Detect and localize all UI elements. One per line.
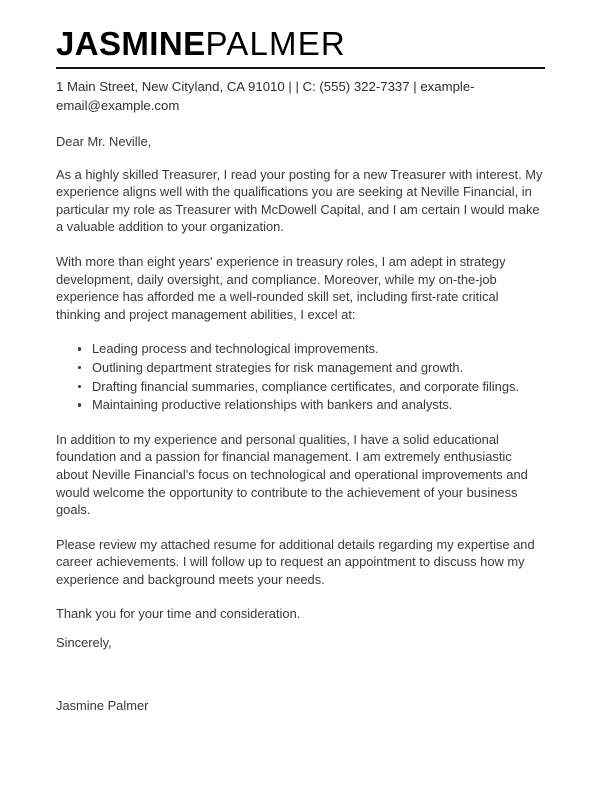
- paragraph-3: In addition to my experience and personal qualities, I have a solid educational foundation and a passion for financial management. I am extremely enthusiastic about Neville Financial's focus on technological and operational improvements and would welcome the opportunity to contribute to the achievement of your business goals.: [56, 431, 528, 518]
- qualifications-list: [56, 340, 545, 413]
- list-item: Leading process and technological improvements.: [56, 340, 545, 358]
- list-item: Drafting financial summaries, compliance certificates, and corporate filings.: [56, 378, 545, 396]
- applicant-first-name: JASMINE: [56, 25, 206, 62]
- applicant-name: [56, 26, 545, 62]
- paragraph-1: As a highly skilled Treasurer, I read your posting for a new Treasurer with interest. My experience aligns well with the qualifications you are seeking at Neville Financial, in particular my role as Treasurer with McDowell Capital, and I am certain I would make a valuable addition to your organization.: [56, 166, 543, 235]
- paragraph-2: With more than eight years' experience in treasury roles, I am adept in strategy development, daily oversight, and compliance. Moreover, while my on-the-job experience has afforded me a well-rounded skill set, including first-rate critical thinking and project management abilities, I excel at:: [56, 253, 506, 322]
- letter-content: [56, 0, 545, 714]
- letter-body: [56, 133, 545, 714]
- thank-you-line: Thank you for your time and consideration.: [56, 606, 301, 622]
- list-item: Maintaining productive relationships with bankers and analysts.: [56, 396, 545, 414]
- paragraph-4: Please review my attached resume for additional details regarding my expertise and career achievements. I will follow up to request an appointment to discuss how my experience and background meets your needs.: [56, 536, 535, 587]
- applicant-last-name: PALMER: [205, 25, 346, 62]
- header-divider: [56, 67, 545, 69]
- contact-info-line: 1 Main Street, New Cityland, CA 91010 | | C: (555) 322-7337 | example-email@example.com: [56, 79, 475, 113]
- salutation: Dear Mr. Neville,: [56, 134, 152, 149]
- list-item: Outlining department strategies for risk management and growth.: [56, 359, 545, 377]
- signature-name: Jasmine Palmer: [56, 697, 149, 713]
- sign-off: Sincerely,: [56, 635, 112, 651]
- letterhead: [56, 0, 545, 115]
